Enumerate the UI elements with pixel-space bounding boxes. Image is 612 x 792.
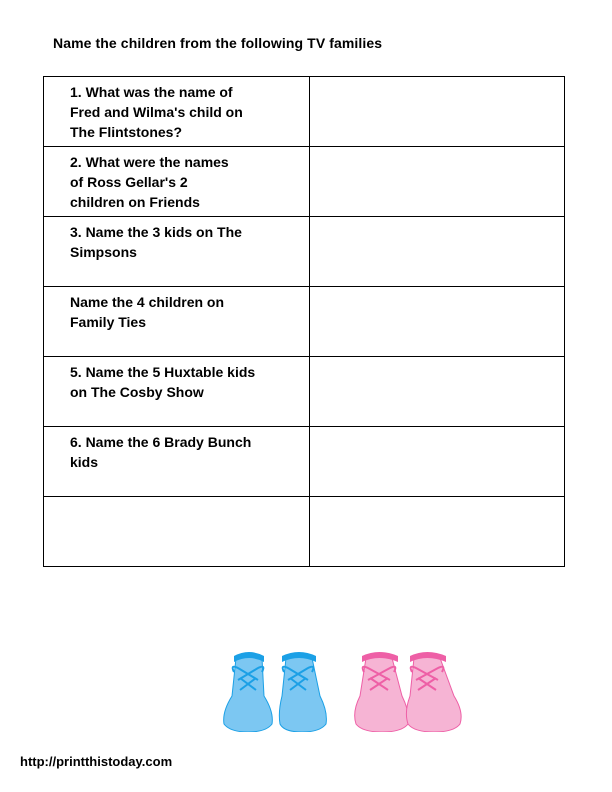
table-row bbox=[44, 77, 565, 147]
page-title: Name the children from the following TV families bbox=[53, 35, 383, 51]
baby-shoes-illustration bbox=[220, 646, 478, 732]
question-cell bbox=[44, 217, 310, 287]
question-cell bbox=[44, 357, 310, 427]
answer-cell[interactable] bbox=[310, 357, 565, 427]
question-cell bbox=[44, 147, 310, 217]
question-text: 1. What was the name of Fred and Wilma's child on The Flintstones? bbox=[70, 84, 243, 140]
question-text: 2. What were the names of Ross Gellar's 2 children on Friends bbox=[70, 154, 229, 210]
question-text: 3. Name the 3 kids on The Simpsons bbox=[70, 224, 242, 260]
table-row bbox=[44, 427, 565, 497]
pink-shoe-right bbox=[406, 652, 461, 732]
answer-cell[interactable] bbox=[310, 287, 565, 357]
question-cell bbox=[44, 77, 310, 147]
answer-cell[interactable] bbox=[310, 147, 565, 217]
table-row bbox=[44, 147, 565, 217]
question-cell bbox=[44, 497, 310, 567]
table-row bbox=[44, 357, 565, 427]
question-text: Name the 4 children on Family Ties bbox=[70, 294, 225, 330]
blue-shoe-right bbox=[279, 652, 326, 732]
question-text: 5. Name the 5 Huxtable kids on The Cosby Show bbox=[70, 364, 256, 400]
answer-cell[interactable] bbox=[310, 217, 565, 287]
pink-shoe-left bbox=[355, 652, 409, 732]
question-cell bbox=[44, 427, 310, 497]
footer-url[interactable]: http://printthistoday.com bbox=[20, 754, 173, 769]
blue-shoe-left bbox=[224, 652, 273, 732]
question-text: 6. Name the 6 Brady Bunch kids bbox=[70, 434, 252, 470]
table-row bbox=[44, 217, 565, 287]
answer-cell[interactable] bbox=[310, 77, 565, 147]
table-row bbox=[44, 497, 565, 567]
table-row bbox=[44, 287, 565, 357]
question-cell bbox=[44, 287, 310, 357]
answer-cell[interactable] bbox=[310, 427, 565, 497]
question-text bbox=[44, 497, 309, 502]
answer-cell[interactable] bbox=[310, 497, 565, 567]
quiz-table bbox=[43, 76, 565, 567]
